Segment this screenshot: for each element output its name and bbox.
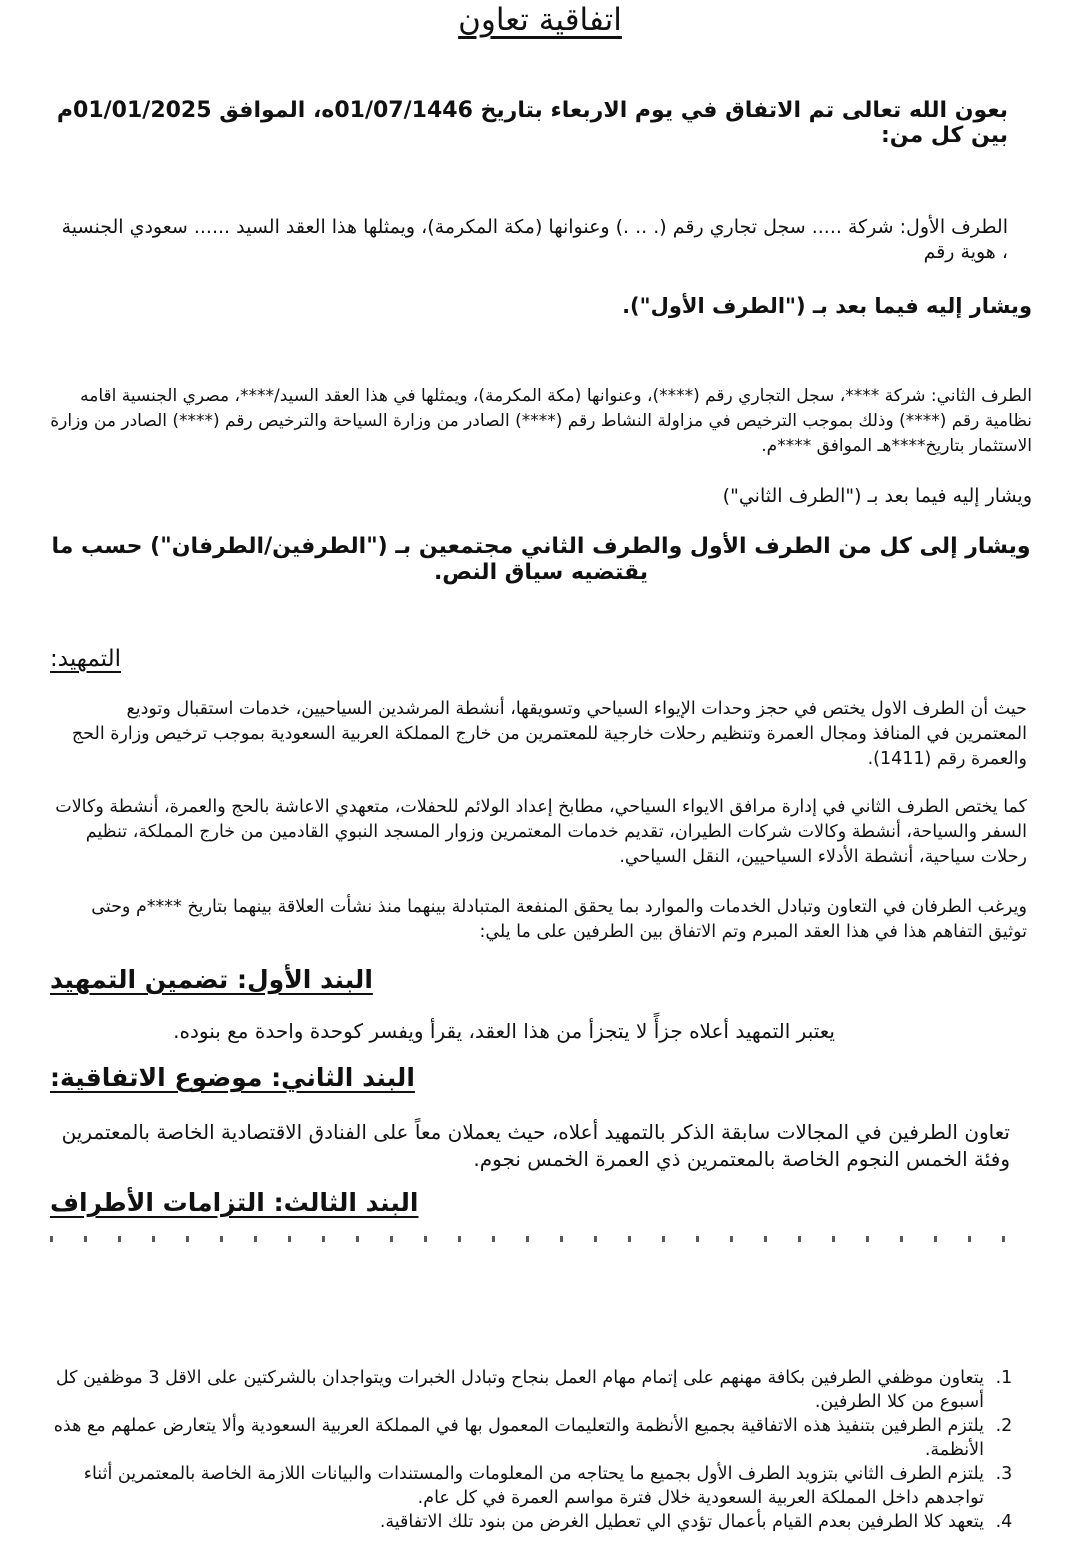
second-party-details: الطرف الثاني: شركة ****، سجل التجاري رقم (****)، وعنوانها (مكة المكرمة)، ويمثلها في هذا العقد السيد/****، مصري الجنسية اقامه نظامية رقم (****) وذلك بموجب الترخيص في مزاولة النشاط رقم (****) الصادر من وزارة السياحة والترخيص رقم (****) الصادر من وزارة الاستثمار بتاريخ****هـ الموافق ****م. (50, 386, 1032, 456)
clause-1-heading: البند الأول: تضمين التمهيد (50, 965, 373, 994)
list-item: 4. يتعهد كلا الطرفين بعدم القيام بأعمال تؤدي الي تعطيل الغرض من بنود تلك الاتفاقية. (50, 1510, 990, 1534)
clause-2-text: تعاون الطرفين في المجالات سابقة الذكر بالتمهيد أعلاه، حيث يعملان معاً على الفنادق الاقتصادية الخاصة بالمعتمرين وفئة الخمس النجوم الخاصة بالمعتمرين ذي العمرة الخمس نجوم. (61, 1120, 1010, 1171)
first-party-reference: ويشار إليه فيما بعد بـ ("الطرف الأول"). (622, 294, 1032, 318)
clause-3-heading: البند الثالث: التزامات الأطراف (50, 1188, 419, 1217)
preamble-paragraph: ويرغب الطرفان في التعاون وتبادل الخدمات والموارد بما يحقق المنفعة المتبادلة بينهما منذ نشأت العلاقة بينهما بتاريخ ****م وحتى توثيق التفاهم هذا في هذا العقد المبرم وتم الاتفاق بين الطرفين على ما يلي: (91, 897, 1027, 942)
preamble-paragraph: كما يختص الطرف الثاني في إدارة مرافق الايواء السياحي، مطابخ إعداد الولائم للحفلات، متعهدي الاعاشة بالحج والعمرة، أنشطة وكالات السفر والسياحة، أنشطة وكالات شركات الطيران، تقديم خدمات المعتمرين وزوار المسجد النبوي القادمين من خارج المملكة، تنظيم رحلات سياحية، أنشطة الأدلاء السياحيين، النقل السياحي. (55, 797, 1027, 867)
intro-paragraph: بعون الله تعالى تم الاتفاق في يوم الاربعاء بتاريخ 01/07/1446ه، الموافق 01/01/2025م بين كل من: (56, 98, 1008, 148)
list-item: 1. يتعاون موظفي الطرفين بكافة مهنهم على إتمام مهام العمل بنجاح وتبادل الخبرات ويتواجدان بالشركتين على الاقل 3 موظفين كل أسبوع من كلا الطرفين. (50, 1366, 990, 1414)
second-party-reference: ويشار إليه فيما بعد بـ ("الطرف الثاني") (722, 485, 1032, 507)
preamble-paragraph: حيث أن الطرف الاول يختص في حجز وحدات الإيواء السياحي وتسويقها، أنشطة المرشدين السياحيين، خدمات استقبال وتوديع المعتمرين في المنافذ ومجال العمرة وتنظيم رحلات خارجية للمعتمرين من خارج المملكة العربية السعودية بموجب ترخيص وزارة الحج والعمرة رقم (1411). (71, 699, 1027, 769)
first-party-details: الطرف الأول: شركة ..... سجل تجاري رقم (. .. .) وعنوانها (مكة المكرمة)، ويمثلها هذا العقد السيد ...... سعودي الجنسية ، هوية رقم (61, 216, 1008, 263)
clause-2-heading: البند الثاني: موضوع الاتفاقية: (50, 1063, 415, 1092)
both-parties-reference: ويشار إلى كل من الطرف الأول والطرف الثاني مجتمعين بـ ("الطرفين/الطرفان") حسب ما يقتضيه سياق النص. (51, 534, 1031, 585)
clipped-text-line (50, 1236, 1010, 1242)
document-title: اتفاقية تعاون (458, 2, 622, 38)
preamble-heading: التمهيد: (50, 646, 121, 672)
list-item: 3. يلتزم الطرف الثاني بتزويد الطرف الأول بجميع ما يحتاجه من المعلومات والمستندات والبيانات اللازمة الخاصة بالمعتمرين أثناء تواجدهم داخل المملكة العربية السعودية خلال فترة مواسم العمرة في كل عام. (50, 1462, 990, 1510)
list-item: 2. يلتزم الطرفين بتنفيذ هذه الاتفاقية بجميع الأنظمة والتعليمات المعمول بها في المملكة العربية السعودية وألا يتعارض عملهم مع هذه الأنظمة. (50, 1414, 990, 1462)
obligations-list (50, 1366, 1030, 1534)
clause-1-text: يعتبر التمهيد أعلاه جزأً لا يتجزأ من هذا العقد، يقرأ ويفسر كوحدة واحدة مع بنوده. (173, 1019, 835, 1043)
